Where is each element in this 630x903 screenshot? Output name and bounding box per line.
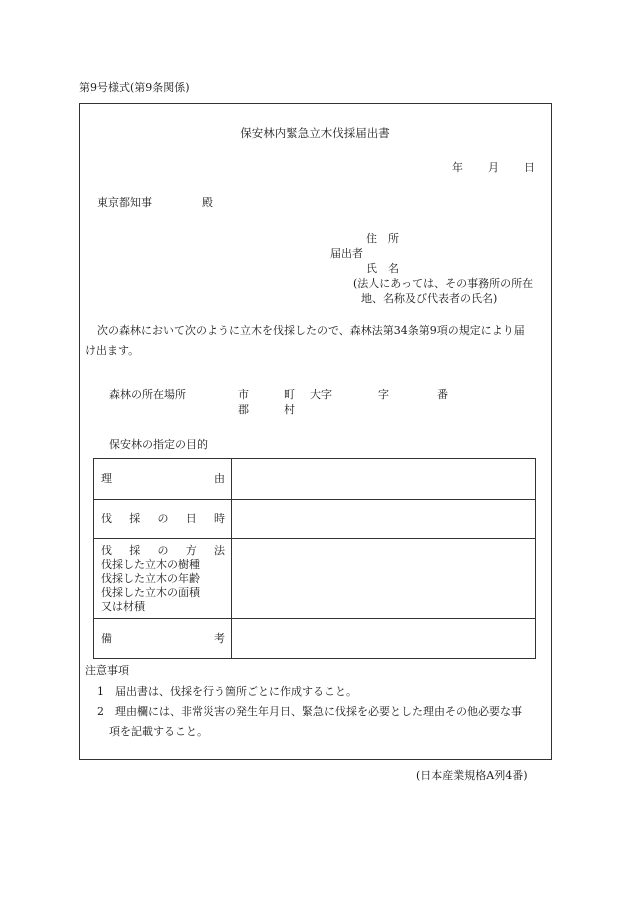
table-row-method [94, 539, 536, 619]
corporate-note-line1: (法人にあっては、その事務所の所在 [353, 277, 534, 290]
remarks-label: 備 考 [94, 619, 232, 659]
felling-method-label: 伐 採 の 方 法 伐採した立木の樹種 伐採した立木の年齢 伐採した立木の面積 又は材積 [94, 539, 232, 619]
felling-method-field[interactable] [232, 539, 536, 619]
name-label: 氏 名 [366, 262, 399, 275]
note-item-2-line1: 2 理由欄には、非常災害の発生年月日、緊急に伐採を必要とした理由その他必要な事 [97, 705, 522, 718]
felling-date-field[interactable] [232, 500, 536, 539]
form-title: 保安林内緊急立木伐採届出書 [240, 126, 390, 140]
corporate-note-line2: 地、名称及び代表者の氏名) [361, 292, 498, 305]
table-row-reason [94, 459, 536, 500]
notes-heading: 注意事項 [85, 664, 129, 677]
location-aza: 字 [378, 388, 389, 401]
form-number: 第9号様式(第9条関係) [79, 81, 190, 94]
location-gun: 郡 [238, 403, 249, 416]
reason-label: 理 由 [94, 459, 232, 500]
body-text-line2: け出ます。 [85, 344, 140, 357]
body-text-line1: 次の森林において次のように立木を伐採したので、森林法第34条第9項の規定により届 [97, 324, 525, 337]
note-item-1: 1 届出書は、伐採を行う箇所ごとに作成すること。 [97, 685, 357, 698]
date-month-label: 月 [488, 161, 499, 174]
purpose-label: 保安林の指定の目的 [109, 438, 208, 451]
location-ban: 番 [437, 388, 448, 401]
remarks-field[interactable] [232, 619, 536, 659]
reason-field[interactable] [232, 459, 536, 500]
table-row-remarks [94, 619, 536, 659]
paper-size-note: (日本産業規格A列4番) [416, 769, 528, 782]
addressee: 東京都知事 [97, 196, 152, 209]
location-label: 森林の所在場所 [109, 388, 186, 401]
notifier-label: 届出者 [330, 247, 363, 260]
location-shi: 市 [238, 388, 249, 401]
table-row-date [94, 500, 536, 539]
date-day-label: 日 [524, 161, 535, 174]
address-label: 住 所 [366, 232, 399, 245]
details-table [93, 458, 536, 659]
honorific: 殿 [202, 196, 213, 209]
felling-date-label: 伐 採 の 日 時 [94, 500, 232, 539]
date-year-label: 年 [452, 161, 463, 174]
location-machi: 町 [284, 388, 295, 401]
note-item-2-line2: 項を記載すること。 [109, 725, 208, 738]
location-oaza: 大字 [310, 388, 332, 401]
location-mura: 村 [284, 403, 295, 416]
